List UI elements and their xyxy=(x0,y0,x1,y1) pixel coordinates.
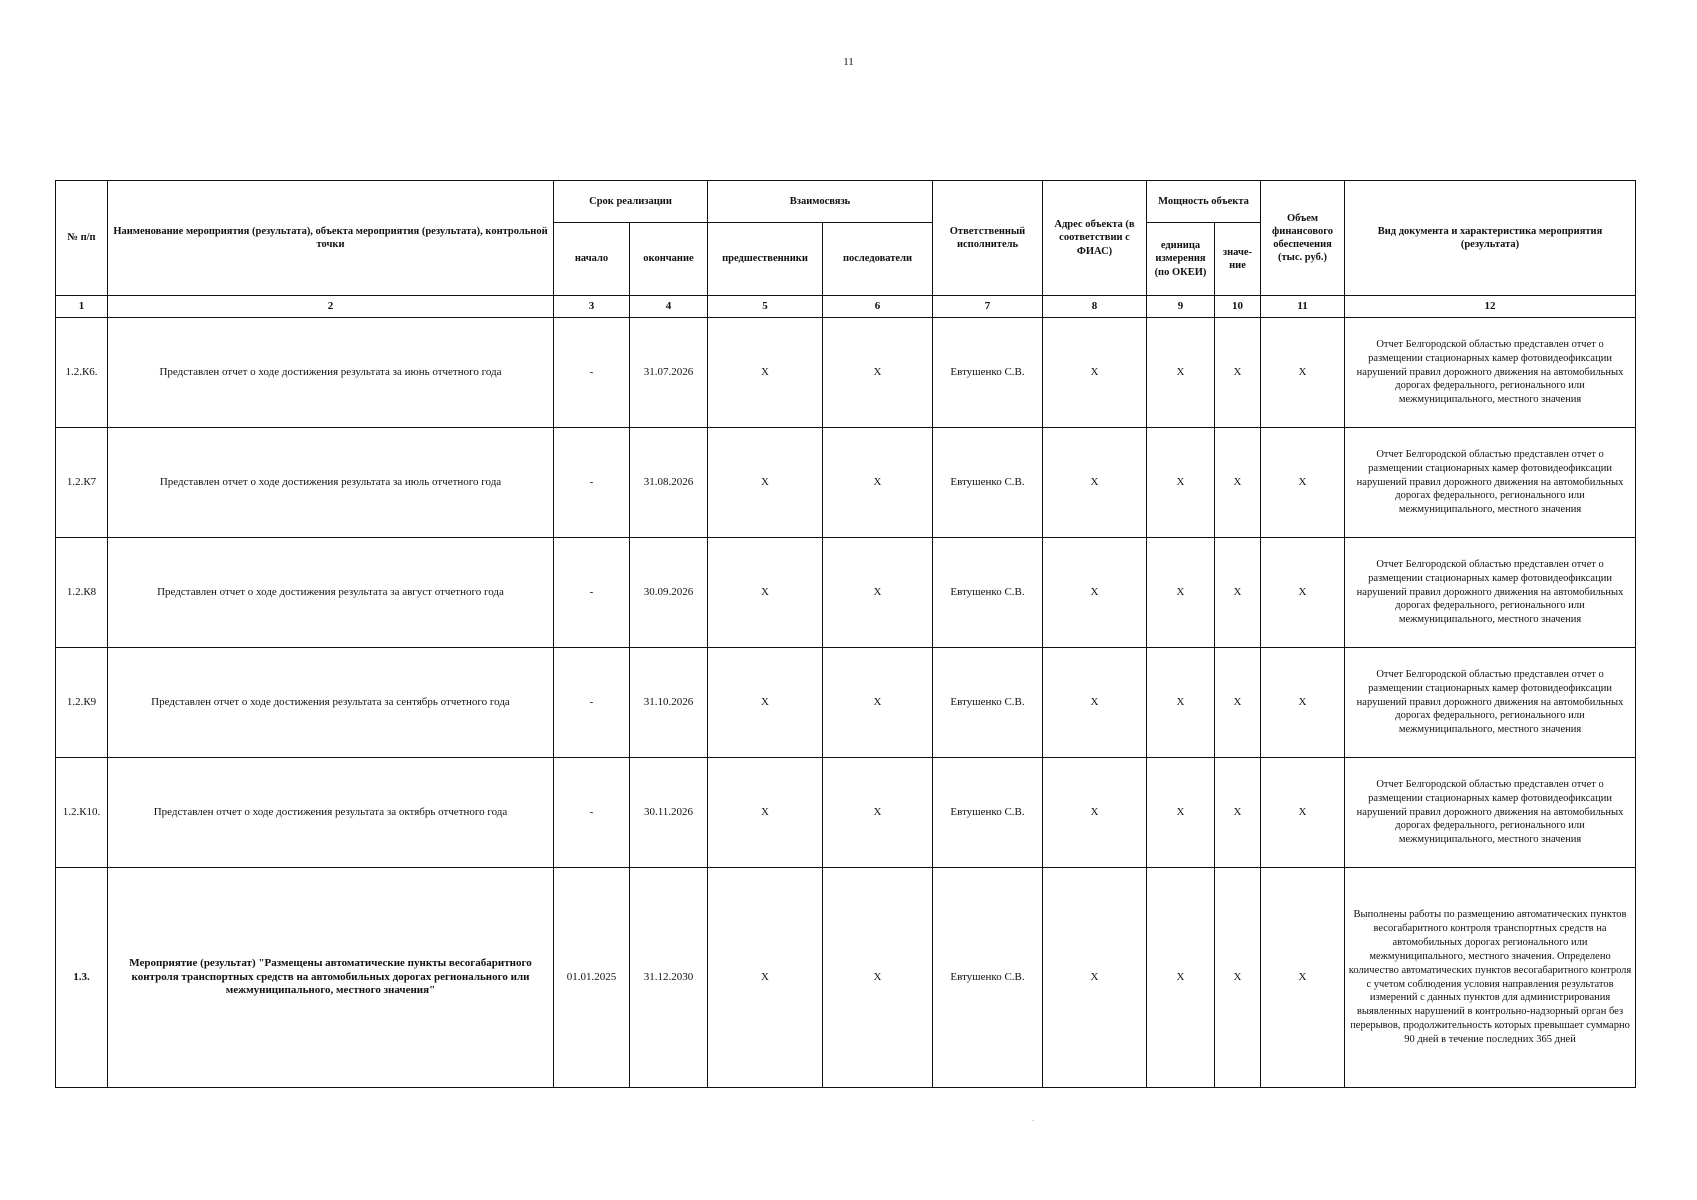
row-value: X xyxy=(1215,428,1261,538)
row-responsible: Евтушенко С.В. xyxy=(933,758,1043,868)
row-num: 1.3. xyxy=(56,868,108,1088)
table-row xyxy=(56,648,1636,758)
scan-mark: . xyxy=(1032,1114,1034,1123)
row-predecessors: X xyxy=(708,428,823,538)
row-num: 1.2.К7 xyxy=(56,428,108,538)
events-table xyxy=(55,180,1636,1088)
row-end: 30.09.2026 xyxy=(630,538,708,648)
row-funding: X xyxy=(1261,428,1345,538)
row-start: - xyxy=(554,318,630,428)
row-value: X xyxy=(1215,538,1261,648)
row-predecessors: X xyxy=(708,868,823,1088)
header-value: значе-ние xyxy=(1215,223,1261,296)
header-period-end: окончание xyxy=(630,223,708,296)
row-funding: X xyxy=(1261,648,1345,758)
row-start: - xyxy=(554,538,630,648)
row-value: X xyxy=(1215,758,1261,868)
row-responsible: Евтушенко С.В. xyxy=(933,538,1043,648)
row-doc: Отчет Белгородской областью представлен отчет о размещении стационарных камер фотовидеофиксации нарушений правил дорожного движения на автомобильных дорогах федерального, регионального или межмуниципального, местного значения xyxy=(1345,538,1636,648)
column-number: 4 xyxy=(630,296,708,318)
row-funding: X xyxy=(1261,538,1345,648)
row-funding: X xyxy=(1261,758,1345,868)
column-number: 10 xyxy=(1215,296,1261,318)
row-predecessors: X xyxy=(708,648,823,758)
row-predecessors: X xyxy=(708,758,823,868)
row-doc: Отчет Белгородской областью представлен отчет о размещении стационарных камер фотовидеофиксации нарушений правил дорожного движения на автомобильных дорогах федерального, регионального или межмуниципального, местного значения xyxy=(1345,758,1636,868)
header-num: № п/п xyxy=(56,181,108,296)
header-period: Срок реализации xyxy=(554,181,708,223)
row-responsible: Евтушенко С.В. xyxy=(933,318,1043,428)
column-number: 3 xyxy=(554,296,630,318)
row-num: 1.2.К10. xyxy=(56,758,108,868)
row-doc: Отчет Белгородской областью представлен отчет о размещении стационарных камер фотовидеофиксации нарушений правил дорожного движения на автомобильных дорогах федерального, регионального или межмуниципального, местного значения xyxy=(1345,318,1636,428)
header-doc: Вид документа и характеристика мероприятия (результата) xyxy=(1345,181,1636,296)
row-unit: X xyxy=(1147,648,1215,758)
column-number: 12 xyxy=(1345,296,1636,318)
row-end: 31.08.2026 xyxy=(630,428,708,538)
row-start: - xyxy=(554,648,630,758)
row-end: 31.10.2026 xyxy=(630,648,708,758)
row-start: - xyxy=(554,758,630,868)
column-number: 11 xyxy=(1261,296,1345,318)
row-doc: Отчет Белгородской областью представлен отчет о размещении стационарных камер фотовидеофиксации нарушений правил дорожного движения на автомобильных дорогах федерального, регионального или межмуниципального, местного значения xyxy=(1345,428,1636,538)
table-row xyxy=(56,868,1636,1088)
row-predecessors: X xyxy=(708,538,823,648)
row-unit: X xyxy=(1147,868,1215,1088)
row-start: - xyxy=(554,428,630,538)
row-successors: X xyxy=(823,538,933,648)
page-number: 11 xyxy=(843,56,854,68)
column-number: 6 xyxy=(823,296,933,318)
row-address: X xyxy=(1043,648,1147,758)
row-unit: X xyxy=(1147,318,1215,428)
header-responsible: Ответственный исполнитель xyxy=(933,181,1043,296)
row-name: Представлен отчет о ходе достижения результата за октябрь отчетного года xyxy=(108,758,554,868)
header-name: Наименование мероприятия (результата), объекта мероприятия (результата), контрольной точки xyxy=(108,181,554,296)
row-start: 01.01.2025 xyxy=(554,868,630,1088)
row-successors: X xyxy=(823,758,933,868)
row-responsible: Евтушенко С.В. xyxy=(933,428,1043,538)
row-name: Представлен отчет о ходе достижения результата за август отчетного года xyxy=(108,538,554,648)
row-num: 1.2.К8 xyxy=(56,538,108,648)
row-address: X xyxy=(1043,428,1147,538)
column-number: 8 xyxy=(1043,296,1147,318)
table-row xyxy=(56,318,1636,428)
row-responsible: Евтушенко С.В. xyxy=(933,868,1043,1088)
row-end: 31.07.2026 xyxy=(630,318,708,428)
row-address: X xyxy=(1043,538,1147,648)
header-relations: Взаимосвязь xyxy=(708,181,933,223)
row-doc: Отчет Белгородской областью представлен отчет о размещении стационарных камер фотовидеофиксации нарушений правил дорожного движения на автомобильных дорогах федерального, регионального или межмуниципального, местного значения xyxy=(1345,648,1636,758)
row-successors: X xyxy=(823,868,933,1088)
row-num: 1.2.К6. xyxy=(56,318,108,428)
row-funding: X xyxy=(1261,318,1345,428)
row-value: X xyxy=(1215,318,1261,428)
column-number: 2 xyxy=(108,296,554,318)
row-address: X xyxy=(1043,758,1147,868)
header-funding: Объем финансового обеспечения (тыс. руб.) xyxy=(1261,181,1345,296)
column-number: 1 xyxy=(56,296,108,318)
row-end: 30.11.2026 xyxy=(630,758,708,868)
row-unit: X xyxy=(1147,758,1215,868)
row-successors: X xyxy=(823,648,933,758)
row-name: Представлен отчет о ходе достижения результата за июль отчетного года xyxy=(108,428,554,538)
table-row xyxy=(56,428,1636,538)
row-predecessors: X xyxy=(708,318,823,428)
header-unit: единица измерения (по ОКЕИ) xyxy=(1147,223,1215,296)
column-number: 5 xyxy=(708,296,823,318)
column-number: 7 xyxy=(933,296,1043,318)
row-unit: X xyxy=(1147,428,1215,538)
row-name: Представлен отчет о ходе достижения результата за июнь отчетного года xyxy=(108,318,554,428)
column-number: 9 xyxy=(1147,296,1215,318)
header-capacity: Мощность объекта xyxy=(1147,181,1261,223)
row-value: X xyxy=(1215,868,1261,1088)
row-responsible: Евтушенко С.В. xyxy=(933,648,1043,758)
row-successors: X xyxy=(823,318,933,428)
table-row xyxy=(56,758,1636,868)
row-name: Представлен отчет о ходе достижения результата за сентябрь отчетного года xyxy=(108,648,554,758)
row-successors: X xyxy=(823,428,933,538)
row-unit: X xyxy=(1147,538,1215,648)
row-funding: X xyxy=(1261,868,1345,1088)
header-predecessors: предшественники xyxy=(708,223,823,296)
header-address: Адрес объекта (в соответствии с ФИАС) xyxy=(1043,181,1147,296)
header-successors: последователи xyxy=(823,223,933,296)
table-row xyxy=(56,538,1636,648)
row-value: X xyxy=(1215,648,1261,758)
row-address: X xyxy=(1043,868,1147,1088)
row-end: 31.12.2030 xyxy=(630,868,708,1088)
row-num: 1.2.К9 xyxy=(56,648,108,758)
header-period-start: начало xyxy=(554,223,630,296)
column-numbers-row xyxy=(56,296,1636,318)
row-name: Мероприятие (результат) "Размещены автоматические пункты весогабаритного контроля транспортных средств на автомобильных дорогах регионального или межмуниципального, местного значения" xyxy=(108,868,554,1088)
row-address: X xyxy=(1043,318,1147,428)
row-doc: Выполнены работы по размещению автоматических пунктов весогабаритного контроля транспортных средств на автомобильных дорогах регионального или межмуниципального, местного значения. Определено количество автоматических пунктов весогабаритного контроля с учетом соблюдения условия направления результатов измерений с данных пунктов для администрирования выявленных нарушений в контрольно-надзорный орган без перерывов, продолжительность которых превышает суммарно 90 дней в течение последних 365 дней xyxy=(1345,868,1636,1088)
